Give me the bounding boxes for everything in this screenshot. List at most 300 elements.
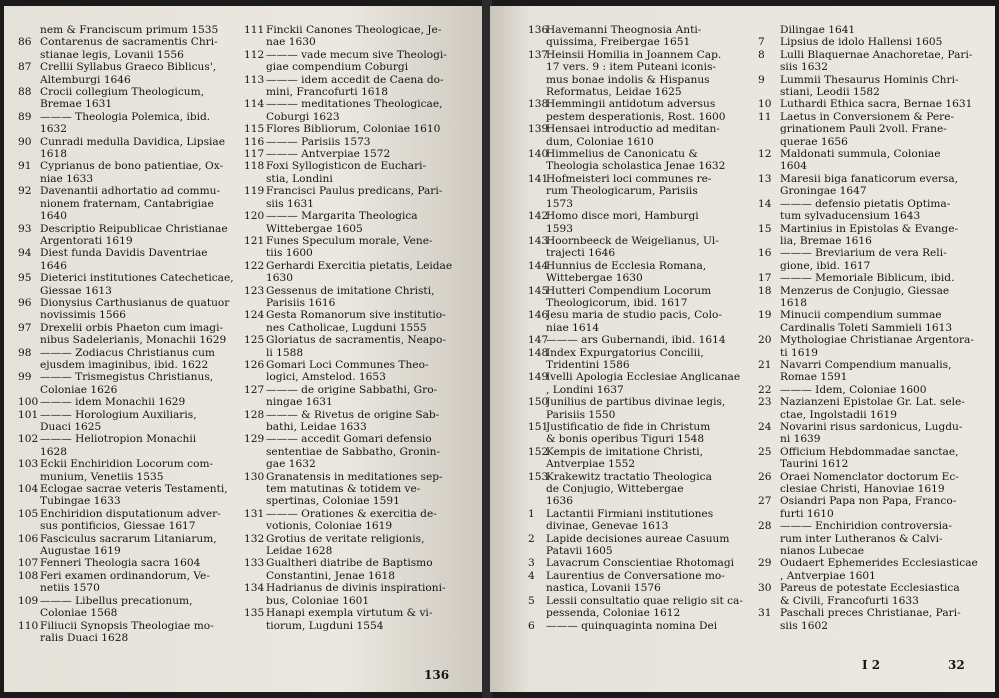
- catalog-entry: [758, 24, 990, 36]
- catalog-entry: [244, 309, 474, 334]
- catalog-entry: [244, 433, 474, 470]
- catalog-entry: [758, 272, 990, 284]
- entry-text: ——— Heliotropion Monachii 1628: [40, 433, 197, 458]
- entry-text: Gesta Romanorum sive institutio- nes Catholicae, Lugduni 1555: [266, 309, 446, 334]
- catalog-entry: [244, 74, 474, 99]
- catalog-entry: [244, 359, 474, 384]
- catalog-entry: [528, 24, 750, 49]
- catalog-entry: [18, 322, 238, 347]
- catalog-entry: [758, 173, 990, 198]
- entry-number: 12: [758, 148, 772, 161]
- entry-text: Pareus de potestate Ecclesiastica & Civili, Francofurti 1633: [780, 582, 960, 607]
- entry-number: 5: [528, 594, 535, 607]
- entry-number: 90: [18, 135, 32, 148]
- catalog-entry: [244, 508, 474, 533]
- entry-number: 140: [528, 148, 549, 161]
- entry-text: ——— idem Monachii 1629: [40, 396, 186, 409]
- entry-text: Filiucii Synopsis Theologiae mo- ralis Duaci 1628: [40, 619, 214, 644]
- catalog-entry: [18, 36, 238, 61]
- entry-number: 114: [244, 98, 265, 111]
- catalog-entry: [244, 607, 474, 632]
- entry-number: 86: [18, 36, 32, 49]
- entry-text: Martinius in Epistolas & Evange- lia, Bremae 1616: [780, 222, 959, 247]
- catalog-entry: [18, 297, 238, 322]
- entry-text: Hadrianus de divinis inspirationi- bus, Coloniae 1601: [266, 582, 446, 607]
- entry-number: 117: [244, 148, 265, 161]
- entry-text: Fasciculus sacrarum Litaniarum, Augustae 1619: [40, 532, 217, 558]
- catalog-entry: [758, 223, 990, 248]
- entry-text: Gualtheri diatribe de Baptismo Constantini, Jenae 1618: [266, 557, 433, 582]
- entry-number: 137: [528, 48, 549, 61]
- entry-text: nem & Franciscum primum 1535: [40, 24, 219, 36]
- entry-number: 6: [528, 619, 535, 632]
- catalog-entry: [18, 570, 238, 595]
- entry-number: 87: [18, 61, 32, 74]
- entry-text: Drexelii orbis Phaeton cum imagi- nibus Sadelerianis, Monachii 1629: [40, 321, 227, 347]
- entry-text: Laetus in Conversionem & Pere- grinationem Pauli 2voll. Frane- querae 1656: [780, 110, 955, 148]
- catalog-entry: [244, 136, 474, 148]
- catalog-entry: [18, 458, 238, 483]
- entry-number: 95: [18, 272, 32, 285]
- catalog-entry: [244, 185, 474, 210]
- catalog-entry: [528, 620, 750, 632]
- catalog-entry: [758, 74, 990, 99]
- entry-text: Osiandri Papa non Papa, Franco- furti 1610: [780, 495, 957, 520]
- entry-number: 145: [528, 284, 549, 297]
- catalog-entry: [244, 98, 474, 123]
- catalog-entry: [758, 334, 990, 359]
- catalog-entry: [18, 223, 238, 248]
- entry-text: Hensaei introductio ad meditan- dum, Coloniae 1610: [546, 123, 720, 148]
- entry-number: 133: [244, 557, 265, 570]
- entry-number: 124: [244, 309, 265, 322]
- entry-text: Hanapi exempla virtutum & vi- tiorum, Lugduni 1554: [266, 607, 433, 632]
- entry-text: Gomari Loci Communes Theo- logici, Amstelod. 1653: [266, 358, 429, 384]
- catalog-entry: [528, 533, 750, 558]
- entry-number: 126: [244, 358, 265, 371]
- catalog-entry: [528, 173, 750, 210]
- entry-number: 115: [244, 123, 265, 136]
- catalog-entry: [528, 260, 750, 285]
- entry-number: 28: [758, 520, 772, 533]
- entry-text: Dilingae 1641: [780, 24, 856, 36]
- entry-number: 108: [18, 569, 39, 582]
- entry-text: Dieterici institutiones Catecheticae, Giessae 1613: [40, 272, 234, 297]
- entry-text: ——— Libellus precationum, Coloniae 1568: [40, 594, 193, 620]
- entry-number: 128: [244, 408, 265, 421]
- entry-text: Foxi Syllogisticon de Euchari- stia, Londini: [266, 160, 427, 185]
- entry-text: Maldonati summula, Coloniae 1604: [780, 148, 941, 173]
- catalog-entry: [758, 495, 990, 520]
- catalog-entry: [18, 61, 238, 86]
- catalog-entry: [528, 471, 750, 508]
- entry-number: 97: [18, 321, 32, 334]
- entry-number: 89: [18, 110, 32, 123]
- catalog-entry: [18, 24, 238, 36]
- catalog-entry: [758, 49, 990, 74]
- entry-number: 122: [244, 259, 265, 272]
- entry-text: Homo disce mori, Hamburgi 1593: [546, 210, 699, 235]
- catalog-entry: [244, 235, 474, 260]
- catalog-entry: [758, 582, 990, 607]
- entry-number: 144: [528, 259, 549, 272]
- catalog-entry: [528, 508, 750, 533]
- entry-number: 1: [528, 507, 535, 520]
- entry-text: Himmelius de Canonicatu & Theologia scholastica Jenae 1632: [546, 148, 726, 173]
- catalog-entry: [244, 24, 474, 49]
- catalog-entry: [244, 471, 474, 508]
- entry-number: 8: [758, 48, 765, 61]
- entry-number: 7: [758, 36, 765, 49]
- entry-text: Maresii biga fanaticorum eversa, Groningae 1647: [780, 172, 959, 198]
- entry-number: 116: [244, 135, 265, 148]
- entry-number: 14: [758, 197, 772, 210]
- entry-text: Lavacrum Conscientiae Rhotomagi: [546, 557, 734, 570]
- entry-text: Lipsius de idolo Hallensi 1605: [780, 36, 943, 49]
- entry-number: 18: [758, 284, 772, 297]
- entry-text: Fenneri Theologia sacra 1604: [40, 557, 201, 570]
- signature-mark: I 2: [862, 658, 881, 672]
- entry-text: Granatensis in meditationes sep- tem matutinas & totidem ve- spertinas, Coloniae 1591: [266, 470, 443, 508]
- entry-number: 111: [244, 24, 265, 36]
- entry-text: ——— vade mecum sive Theologi- giae compendium Coburgi: [266, 48, 447, 74]
- entry-text: Francisci Paulus predicans, Pari- siis 1631: [266, 185, 443, 210]
- catalog-entry: [528, 285, 750, 310]
- entry-number: 148: [528, 346, 549, 359]
- entry-text: Novarini risus sardonicus, Lugdu- ni 1639: [780, 421, 963, 446]
- entry-number: 153: [528, 470, 549, 483]
- entry-number: 11: [758, 110, 772, 123]
- entry-number: 31: [758, 607, 772, 620]
- entry-number: 134: [244, 582, 265, 595]
- catalog-entry: [758, 384, 990, 396]
- entry-text: Minucii compendium summae Cardinalis Toleti Sammieli 1613: [780, 309, 953, 334]
- entry-number: 99: [18, 371, 32, 384]
- catalog-entry: [758, 471, 990, 496]
- entry-text: Cyprianus de bono patientiae, Ox- niae 1633: [40, 160, 224, 185]
- catalog-entry: [758, 98, 990, 110]
- entry-number: 13: [758, 172, 772, 185]
- entry-number: 150: [528, 396, 549, 409]
- entry-number: 3: [528, 557, 535, 570]
- entry-text: Lummii Thesaurus Hominis Chri- stiani, Leodii 1582: [780, 73, 959, 99]
- catalog-entry: [18, 508, 238, 533]
- entry-number: 146: [528, 309, 549, 322]
- catalog-entry: [18, 272, 238, 297]
- entry-text: ——— quinquaginta nomina Dei: [546, 619, 718, 632]
- catalog-entry: [758, 396, 990, 421]
- entry-number: 138: [528, 98, 549, 111]
- entry-text: Luthardi Ethica sacra, Bernae 1631: [780, 98, 973, 111]
- entry-number: 104: [18, 483, 39, 496]
- entry-number: 136: [528, 24, 549, 36]
- entry-text: ——— Trismegistus Christianus, Coloniae 1626: [40, 371, 214, 396]
- entry-text: Ivelli Apologia Ecclesiae Anglicanae , Londini 1637: [546, 371, 741, 396]
- entry-number: 23: [758, 396, 772, 409]
- entry-number: 16: [758, 247, 772, 260]
- entry-number: 101: [18, 408, 39, 421]
- entry-number: [18, 24, 40, 36]
- entry-text: ——— Enchiridion controversia- rum inter Lutheranos & Calvi- nianos Lubecae: [780, 520, 952, 558]
- entry-number: 96: [18, 296, 32, 309]
- entry-text: Gloriatus de sacramentis, Neapo- li 1588: [266, 334, 446, 359]
- entry-number: 92: [18, 185, 32, 198]
- entry-number: 21: [758, 358, 772, 371]
- entry-text: Eckii Enchiridion Locorum com- munium, Venetiis 1535: [40, 458, 214, 483]
- entry-number: 120: [244, 210, 265, 223]
- entry-text: ——— ars Gubernandi, ibid. 1614: [546, 334, 726, 347]
- entry-text: Officium Hebdommadae sanctae, Taurini 1612: [780, 445, 959, 471]
- entry-text: Kempis de imitatione Christi, Antverpiae 1552: [546, 445, 704, 471]
- entry-text: Descriptio Reipublicae Christianae Argentorati 1619: [40, 222, 228, 247]
- entry-number: 22: [758, 383, 772, 396]
- catalog-entry: [18, 533, 238, 558]
- catalog-entry: [528, 421, 750, 446]
- catalog-entry: [758, 446, 990, 471]
- catalog-entry: [18, 409, 238, 434]
- entry-number: 17: [758, 272, 772, 285]
- catalog-entry: [528, 557, 750, 569]
- entry-text: ——— Zodiacus Christianus cum ejusdem imaginibus, ibid. 1622: [40, 346, 215, 371]
- catalog-entry: [244, 260, 474, 285]
- entry-number: 30: [758, 582, 772, 595]
- entry-number: 98: [18, 346, 32, 359]
- entry-number: 19: [758, 309, 772, 322]
- entry-text: ——— Idem, Coloniae 1600: [780, 383, 927, 396]
- entry-number: 135: [244, 607, 265, 620]
- catalog-entry: [528, 49, 750, 99]
- entry-number: 130: [244, 470, 265, 483]
- entry-text: Hutteri Compendium Locorum Theologicorum, ibid. 1617: [546, 284, 712, 309]
- catalog-entry: [528, 570, 750, 595]
- catalog-entry: [18, 433, 238, 458]
- catalog-entry: [528, 98, 750, 123]
- entry-number: 123: [244, 284, 265, 297]
- entry-text: Lapide decisiones aureae Casuum Patavii 1605: [546, 532, 730, 558]
- entry-text: Contarenus de sacramentis Chri- stianae legis, Lovanii 1556: [40, 36, 218, 61]
- entry-number: 118: [244, 160, 265, 173]
- entry-text: ——— de origine Sabbathi, Gro- ningae 1631: [266, 383, 438, 409]
- entry-number: 91: [18, 160, 32, 173]
- catalog-entry: [18, 86, 238, 111]
- entry-text: Crellii Syllabus Graeco Biblicus', Altemburgi 1646: [40, 61, 217, 86]
- catalog-entry: [758, 111, 990, 148]
- entry-number: 94: [18, 247, 32, 260]
- entry-number: 103: [18, 458, 39, 471]
- catalog-entry: [758, 247, 990, 272]
- entry-number: 129: [244, 433, 265, 446]
- entry-number: 121: [244, 234, 265, 247]
- left-page-column-2: [244, 24, 474, 632]
- catalog-entry: [18, 595, 238, 620]
- entry-number: 27: [758, 495, 772, 508]
- entry-number: 88: [18, 86, 32, 99]
- entry-number: 112: [244, 48, 265, 61]
- catalog-entry: [244, 160, 474, 185]
- entry-text: Justificatio de fide in Christum & bonis operibus Tiguri 1548: [546, 421, 711, 446]
- entry-text: Diest funda Davidis Daventriae 1646: [40, 247, 208, 272]
- entry-number: 149: [528, 371, 549, 384]
- entry-number: 143: [528, 234, 549, 247]
- entry-number: 100: [18, 396, 39, 409]
- entry-text: Hoornbeeck de Weigelianus, Ul- trajecti 1646: [546, 234, 719, 260]
- catalog-entry: [758, 36, 990, 48]
- entry-number: 9: [758, 73, 765, 86]
- entry-text: Flores Bibliorum, Coloniae 1610: [266, 123, 441, 136]
- catalog-entry: [18, 111, 238, 136]
- catalog-entry: [758, 309, 990, 334]
- catalog-entry: [758, 198, 990, 223]
- entry-text: Lulli Blaquernae Anachoretae, Pari- siis 1632: [780, 48, 973, 74]
- catalog-entry: [18, 347, 238, 372]
- catalog-entry: [758, 285, 990, 310]
- right-page: [490, 6, 995, 692]
- entry-number: 151: [528, 421, 549, 433]
- catalog-entry: [244, 49, 474, 74]
- entry-text: ——— Memoriale Biblicum, ibid.: [780, 272, 955, 285]
- entry-number: 10: [758, 98, 772, 111]
- catalog-entry: [18, 371, 238, 396]
- catalog-entry: [528, 396, 750, 421]
- entry-text: Crocii collegium Theologicum, Bremae 1631: [40, 86, 205, 111]
- catalog-entry: [18, 160, 238, 185]
- catalog-entry: [244, 285, 474, 310]
- entry-text: ——— meditationes Theologicae, Coburgi 1623: [266, 98, 443, 123]
- entry-number: 24: [758, 421, 772, 433]
- catalog-entry: [528, 371, 750, 396]
- entry-text: Index Expurgatorius Concilii, Tridentini 1586: [546, 346, 704, 371]
- entry-number: 125: [244, 334, 265, 347]
- entry-text: ——— Breviarium de vera Reli- gione, ibid. 1617: [780, 247, 947, 272]
- entry-number: 29: [758, 557, 772, 570]
- entry-text: Finckii Canones Theologicae, Je- nae 1630: [266, 24, 442, 49]
- entry-text: Lactantii Firmiani institutiones divinae, Genevae 1613: [546, 507, 714, 533]
- entry-text: Funes Speculum morale, Vene- tiis 1600: [266, 234, 433, 260]
- entry-number: 127: [244, 383, 265, 396]
- catalog-entry: [244, 582, 474, 607]
- entry-text: Paschali preces Christianae, Pari- siis 1602: [780, 607, 961, 632]
- entry-text: Hofmeisteri loci communes re- rum Theologicarum, Parisiis 1573: [546, 172, 712, 210]
- catalog-entry: [758, 148, 990, 173]
- catalog-entry: [758, 520, 990, 557]
- entry-text: Junilius de partibus divinae legis, Parisiis 1550: [546, 396, 726, 421]
- catalog-entry: [244, 557, 474, 582]
- entry-text: Mythologiae Christianae Argentora- ti 1619: [780, 334, 974, 359]
- entry-number: 139: [528, 123, 549, 136]
- catalog-entry: [244, 384, 474, 409]
- catalog-entry: [528, 309, 750, 334]
- catalog-entry: [244, 409, 474, 434]
- entry-number: 93: [18, 222, 32, 235]
- entry-number: [758, 24, 780, 36]
- left-page-column-1: [18, 24, 238, 644]
- catalog-entry: [244, 533, 474, 558]
- entry-text: Grotius de veritate religionis, Leidae 1628: [266, 532, 425, 558]
- entry-number: 141: [528, 172, 549, 185]
- entry-text: Navarri Compendium manualis, Romae 1591: [780, 358, 952, 384]
- catalog-entry: [528, 334, 750, 346]
- entry-number: 25: [758, 445, 772, 458]
- entry-text: Feri examen ordinandorum, Ve- netiis 1570: [40, 569, 210, 595]
- entry-text: ——— defensio pietatis Optima- tum sylvaducensium 1643: [780, 197, 951, 223]
- entry-text: Gerhardi Exercitia pietatis, Leidae 1630: [266, 259, 453, 285]
- entry-text: Nazianzeni Epistolae Gr. Lat. sele- ctae, Ingolstadii 1619: [780, 396, 965, 421]
- catalog-entry: [758, 557, 990, 582]
- catalog-entry: [244, 210, 474, 235]
- catalog-entry: [758, 359, 990, 384]
- entry-text: ——— & Rivetus de origine Sab- bathi, Leidae 1633: [266, 408, 440, 433]
- entry-number: 152: [528, 445, 549, 458]
- entry-number: 105: [18, 507, 39, 520]
- entry-number: 113: [244, 73, 265, 86]
- entry-number: 132: [244, 532, 265, 545]
- catalog-entry: [528, 446, 750, 471]
- entry-text: Laurentius de Conversatione mo- nastica, Lovanii 1576: [546, 569, 725, 595]
- entry-number: 106: [18, 532, 39, 545]
- catalog-entry: [758, 607, 990, 632]
- catalog-entry: [758, 421, 990, 446]
- catalog-entry: [18, 136, 238, 161]
- entry-text: ——— Margarita Theologica Wittebergae 1605: [266, 210, 418, 235]
- catalog-entry: [18, 185, 238, 222]
- left-page-number: 136: [424, 668, 450, 682]
- catalog-entry: [18, 483, 238, 508]
- entry-text: Dionysius Carthusianus de quatuor novissimis 1566: [40, 296, 230, 322]
- right-page-column-1: [528, 24, 750, 632]
- entry-text: Gessenus de imitatione Christi, Parisiis 1616: [266, 284, 435, 309]
- entry-text: ——— Orationes & exercitia de- votionis, Coloniae 1619: [266, 507, 437, 533]
- entry-text: Enchiridion disputationum adver- sus pontificios, Giessae 1617: [40, 507, 221, 533]
- entry-number: 110: [18, 619, 39, 632]
- entry-number: 15: [758, 222, 772, 235]
- catalog-entry: [18, 620, 238, 645]
- entry-text: Menzerus de Conjugio, Giessae 1618: [780, 284, 950, 309]
- catalog-entry: [528, 148, 750, 173]
- entry-number: 2: [528, 532, 535, 545]
- entry-number: 107: [18, 557, 39, 570]
- right-page-column-2: [758, 24, 990, 632]
- catalog-entry: [528, 595, 750, 620]
- entry-text: Jesu maria de studio pacis, Colo- niae 1614: [546, 309, 722, 334]
- entry-text: Davenantii adhortatio ad commu- nionem fraternam, Cantabrigiae 1640: [40, 185, 221, 223]
- entry-number: 119: [244, 185, 265, 198]
- catalog-entry: [244, 148, 474, 160]
- catalog-entry: [244, 123, 474, 135]
- entry-text: Havemanni Theognosia Anti- quissima, Freibergae 1651: [546, 24, 702, 49]
- catalog-entry: [528, 210, 750, 235]
- entry-text: Hunnius de Ecclesia Romana, Wittebergae 1630: [546, 259, 707, 285]
- entry-number: 4: [528, 569, 535, 582]
- catalog-entry: [244, 334, 474, 359]
- entry-text: Hemmingii antidotum adversus pestem desperationis, Rost. 1600: [546, 98, 726, 123]
- entry-text: ——— accedit Gomari defensio sententiae de Sabbatho, Gronin- gae 1632: [266, 433, 441, 471]
- entry-text: Lessii consultatio quae religio sit ca- pessenda, Coloniae 1612: [546, 594, 743, 620]
- entry-number: 102: [18, 433, 39, 446]
- entry-number: 20: [758, 334, 772, 347]
- entry-number: 109: [18, 594, 39, 607]
- entry-text: ——— Parisiis 1573: [266, 135, 371, 148]
- catalog-entry: [528, 347, 750, 372]
- left-page: [4, 6, 484, 692]
- entry-text: Oudaert Ephemerides Ecclesiasticae , Antverpiae 1601: [780, 557, 978, 582]
- entry-number: 131: [244, 507, 265, 520]
- entry-number: 142: [528, 210, 549, 223]
- entry-text: Krakewitz tractatio Theologica de Conjugio, Wittebergae 1636: [546, 470, 712, 508]
- catalog-entry: [18, 557, 238, 569]
- entry-text: Oraei Nomenclator doctorum Ec- clesiae Christi, Hanoviae 1619: [780, 470, 959, 496]
- catalog-entry: [528, 123, 750, 148]
- catalog-entry: [528, 235, 750, 260]
